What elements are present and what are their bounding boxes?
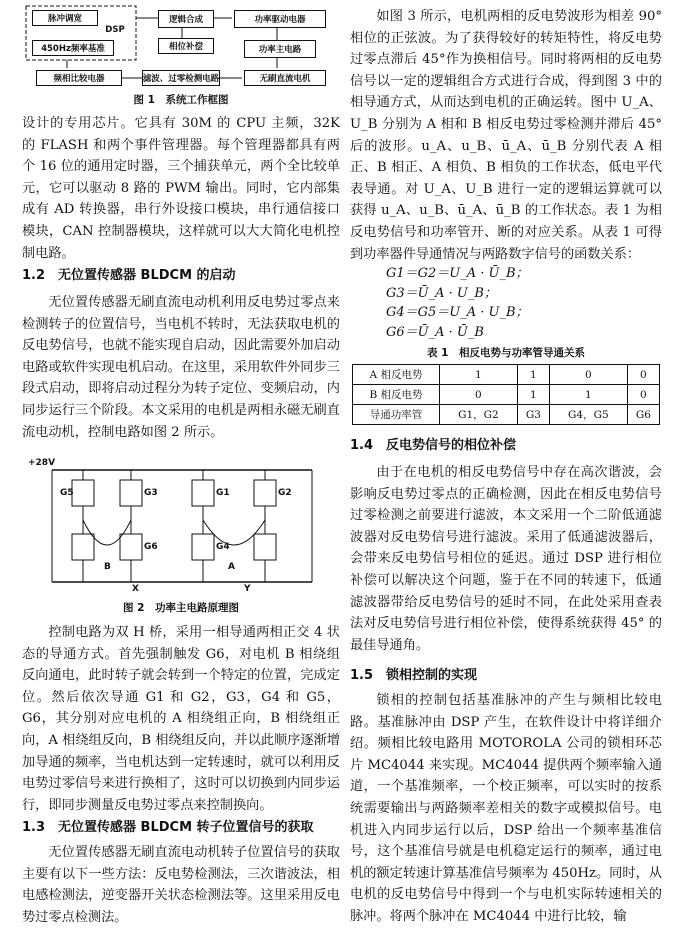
table-cell: 1 [517, 385, 549, 405]
table-cell: 0 [627, 365, 659, 385]
dsp-label: DSP [105, 25, 125, 35]
table-cell: G3 [517, 405, 549, 425]
right-paragraph-2: 由于在电机的相反电势信号中存在高次谐波，会影响反电势过零点的正确检测，因此在相反电势信号过零检测之前要进行滤波，本文采用一个二阶低通滤波器对反电势信号进行滤波。采用了低通滤波器后，会带来反电势信号相位的延迟。通过 DSP 进行相位补偿可以解决这个问题，鉴于在不同的转速下，低通滤波器带给反电势信号的延时不同，在此处采用查表法对反电势信号进行相位补偿，使得系统获得 45° 的最佳导通角。 [350, 465, 662, 653]
figure-1-block-diagram [22, 0, 340, 108]
table-row [353, 385, 660, 405]
switch-g4-label: G4 [216, 542, 230, 552]
figure-1-caption: 图 1 系统工作框图 [133, 94, 229, 106]
right-paragraph-3: 锁相的控制包括基准脉冲的产生与频相比较电路。基准脉冲由 DSP 产生，在软件设计中将详细介绍。频相比较电路用 MOTOROLA 公司的锁相环芯片 MC4044 来实现。MC4044 提供两个频率输入通道，一个基准频率，一个校正频率，可以实时的按系统需要输出与两路频率差相关的数字或模拟信号。电机进入内同步运行以后，DSP 给出一个频率基准信号，这个基准信号就是电机稳定运行的频率，通过电机的额定转速计算基准信号频率为 450Hz。同时，从电机的反电势信号中得到一个与电机实际转速相关的脉冲。将两个脉冲在 MC4044 中进行比较，输 [350, 693, 662, 924]
switch-g2-label: G2 [278, 488, 292, 498]
left-paragraph-1: 设计的专用芯片。它具有 30M 的 CPU 主频，32K 的 FLASH 和两个事件管理器。每个管理器都具有两个 16 位的通用定时器，三个捕获单元，两个全比较单元，它可以驱动 8 路的 PWM 输出。同时，它内部集成有 AD 转换器，串行外设接口模块，串行通信接口模块，CAN 控制器模块，这样就可以大大简化电机控制电路。 [22, 116, 340, 261]
filter-zero-crossing-block: 滤波、过零检测电路 [142, 70, 220, 86]
left-paragraph-3: 控制电路为双 H 桥，采用一相导通两相正交 4 状态的导通方式。首先强制触发 G6，对电机 B 相绕组反向通电，此时转子就会转到一个特定的位置，完成定位。然后依次导通 G1 和 G2，G3，G4 和 G5，G6，其分别对应电机的 A 相绕组正向，B 相绕组正向，A 相绕组反向，B 相绕组反向，并以此顺序逐渐增加导通的频率，当电机达到一定转速时，就可以利用反电势过零信号来进行换相了，这时可以切换到内同步运行，即同步测量反电势过零点来控制换向。 [22, 625, 340, 813]
figure-2-power-circuit [22, 458, 340, 620]
logic-synthesis-block: 逻辑合成 [158, 10, 214, 28]
table-cell: G4，G5 [549, 405, 627, 425]
table-1-caption: 表 1 相反电势与功率管导通关系 [427, 347, 585, 359]
pll-comparator-block: 频相比较电器 [36, 70, 122, 86]
freq-reference-block: 450Hz频率基准 [32, 40, 114, 56]
table-cell: 0 [627, 385, 659, 405]
node-x-label: X [132, 584, 139, 594]
section-1-4-heading: 1.4 反电势信号的相位补偿 [350, 438, 517, 453]
section-1-3-heading: 1.3 无位置传感器 BLDCM 转子位置信号的获取 [22, 820, 314, 835]
equation-g6: G6＝Ū_A · Ū_B [386, 324, 484, 340]
logic-equations [350, 264, 662, 342]
phase-compensation-block: 相位补偿 [158, 38, 214, 54]
table-row-label: A 相反电势 [353, 365, 440, 385]
section-1-2-heading: 1.2 无位置传感器 BLDCM 的启动 [22, 268, 236, 283]
equation-g4-g5: G4＝G5＝U_A · U_B； [386, 305, 529, 320]
table-row [353, 405, 660, 425]
left-paragraph-4: 无位置传感器无刷直流电动机转子位置信号的获取主要有以下一些方法：反电势检测法，三次谐波法，相电感检测法，逆变器开关状态检测法等。这里采用反电势过零点检测法。 [22, 845, 340, 925]
table-cell: 1 [517, 365, 549, 385]
pwm-block: 脉冲调宽 [32, 10, 98, 26]
section-1-5-heading: 1.5 锁相控制的实现 [350, 668, 478, 683]
figure-2-caption: 图 2 功率主电路原理图 [123, 602, 239, 614]
figure-2-schematic [22, 458, 340, 598]
right-paragraph-1: 如图 3 所示，电机两相的反电势波形为相差 90° 相位的正弦波。为了获得较好的转矩特性，将反电势过零点滞后 45°作为换相信号。同时将两相的反电势信号以一定的逻辑组合方式进行合成，得到图 3 中的相导通方式，从而达到电机的正确运转。图中 U_A、U_B 分别为 A 相和 B 相反电势过零检测并滞后 45°后的波形。u_A、u_B、ū_A、ū_B 分别代表 A 相正、B 相正、A 相负、B 相负的工作状态，低电平代表导通。对 U_A、U_B 进行一定的逻辑运算就可以获得 u_A、u_B、ū_A、ū_B 的工作状态。表 1 为相反电势信号和功率管开、断的对应关系。从表 1 可得到功率器件导通情况与两路数字信号的函数关系： [350, 9, 662, 262]
switch-g6-label: G6 [144, 542, 158, 552]
supply-voltage-label: +28V [28, 458, 56, 468]
switch-g3-label: G3 [144, 488, 158, 498]
table-cell: 1 [549, 385, 627, 405]
equation-g3: G3＝Ū_A · U_B； [386, 285, 497, 301]
bldc-motor-block: 无刷直流电机 [244, 70, 326, 86]
table-1 [352, 364, 660, 425]
power-main-circuit-block: 功率主电路 [244, 40, 316, 58]
switch-g1-label: G1 [216, 488, 230, 498]
table-cell: G6 [627, 405, 659, 425]
table-cell: 0 [549, 365, 627, 385]
equation-g1-g2: G1＝G2＝U_A · Ū_B； [386, 266, 529, 281]
switch-g5-label: G5 [60, 488, 74, 498]
left-paragraph-2: 无位置传感器无刷直流电动机利用反电势过零点来检测转子的位置信号，当电机不转时，无法获取电机的反电势信号，也就不能实现自启动，因此需要外加启动电路或软件实现电机启动。在这里，采用软件外同步三段式启动，即将启动过程分为转子定位、变频启动，内同步运行三个阶段。本文采用的电机是两相永磁无刷直流电动机，控制电路如图 2 所示。 [22, 295, 340, 440]
table-row-label: 导通功率管 [353, 405, 440, 425]
table-row-label: B 相反电势 [353, 385, 440, 405]
table-cell: G1，G2 [440, 405, 518, 425]
node-b-label: B [104, 562, 111, 572]
node-a-label: A [228, 562, 235, 572]
node-y-label: Y [244, 584, 251, 594]
table-row [353, 365, 660, 385]
power-drive-block: 功率驱动电器 [234, 10, 326, 28]
table-cell: 1 [440, 365, 518, 385]
table-cell: 0 [440, 385, 518, 405]
